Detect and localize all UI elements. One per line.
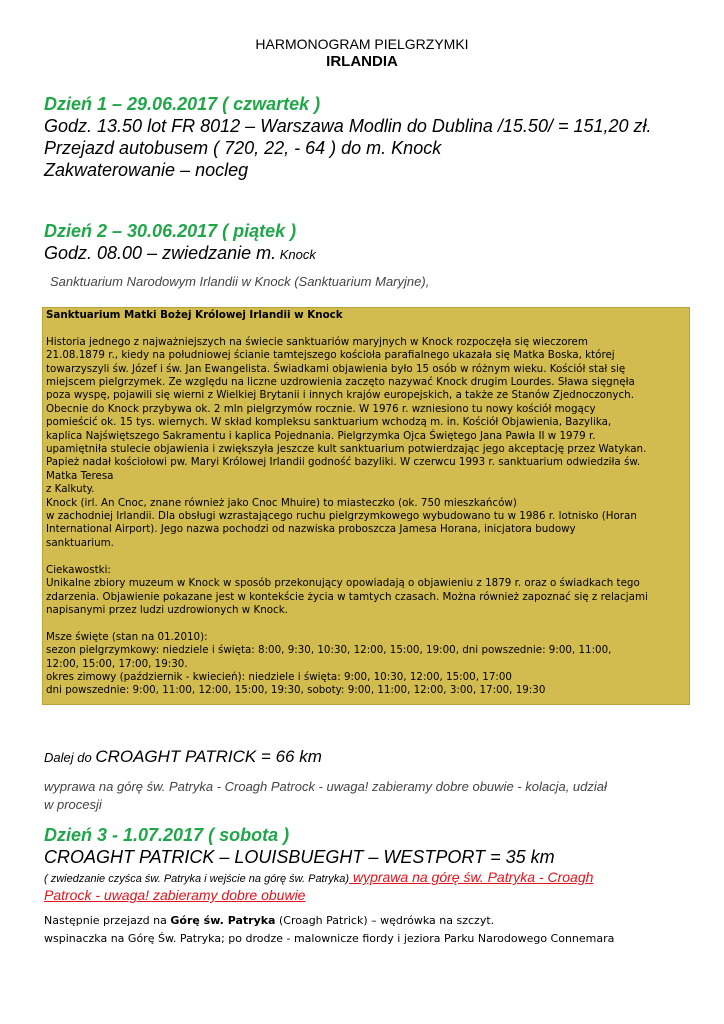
day3-climb: wspinaczka na Górę Św. Patryka; po drodze - malownicze fiordy i jeziora Parku Narodowego Connemara [44,932,615,945]
onward-destination: CROAGHT PATRICK = 66 km [95,747,322,766]
document-title: HARMONOGRAM PIELGRZYMKI [255,36,469,52]
history-line: towarzyszyli św. Józef i św. Jan Ewangelista. Świadkami objawienia było 15 osób w różnym wieku. Kościół stał się [46,362,626,375]
mass-schedule-line: okres zimowy (październik - kwiecień): niedziele i święta: 9:00, 10:30, 12:00, 15:00, 17:00 [46,670,512,683]
mass-schedule [46,631,686,698]
day2-time: Godz. 08.00 – zwiedzanie m. [44,243,277,263]
day2-sightseeing [44,243,316,264]
history-line: Matka Teresa [46,469,114,482]
day3-heading: Dzień 3 - 1.07.2017 ( sobota ) [44,825,290,845]
day3-note-small: ( zwiedzanie czyśca św. Patryka i wejście na górę św. Patryka) [44,873,350,885]
mass-schedule-line: 12:00, 15:00, 17:00, 19:30. [46,657,188,670]
mass-schedule-line: dni powszednie: 9:00, 11:00, 12:00, 15:00, 19:30, soboty: 9:00, 11:00, 12:00, 3:00, 17:00, 19:30 [46,684,546,697]
trivia-line: Unikalne zbiory muzeum w Knock w sposób przekonujący opowiadają o objawieniu z 1879 r. oraz o świadkach tego [46,577,640,590]
day2-place: Knock [276,247,316,262]
onward-line [44,747,322,767]
history-line: w zachodniej Irlandii. Dla obsługi wzrastającego ruchu pielgrzymkowego wybudowano tu w 1986 r. lotnisko (Horan [46,510,637,523]
history-line: Obecnie do Knock przybywa ok. 2 mln pielgrzymów rocznie. W 1976 r. wzniesiono tu nowy kościół mogący [46,402,596,415]
history-line: sanktuarium. [46,536,114,549]
history-line: 21.08.1879 r., kiedy na południowej ścianie tamtejszego kościoła parafialnego ukazała się Matka Boska, której [46,349,615,362]
day1-accommodation: Zakwaterowanie – nocleg [44,160,249,180]
trivia-line: zdarzenia. Objawienie pokazane jest w kontekście życia w tamtych czasach. Można również zapoznać się z relacjami [46,590,648,603]
day3-note-red-1: wyprawa na górę św. Patryka - Croagh [349,869,594,885]
history-line: miejscem pielgrzymek. Ze względu na liczne uzdrowienia zaczęto nazywać Knock drugim Lourdes. Sława sięgnęła [46,376,635,389]
day3-note-line2 [44,887,305,905]
day3-next-b: (Croagh Patrick) – wędrówka na szczyt. [275,914,495,927]
day1-bus: Przejazd autobusem ( 720, 22, - 64 ) do m. Knock [44,138,442,158]
history-line: Knock (irl. An Cnoc, znane również jako Cnoc Mhuire) to miasteczko (ok. 750 mieszkańców) [46,496,517,509]
day3-next-bold: Górę św. Patryka [170,914,276,927]
day1-flight: Godz. 13.50 lot FR 8012 – Warszawa Modlin do Dublina /15.50/ = 151,20 zł. [44,116,652,136]
box-title: Sanktuarium Matki Bożej Królowej Irlandii w Knock [46,309,343,321]
mass-schedule-line: Msze święte (stan na 01.2010): [46,630,208,643]
history-line: kaplica Najświętszego Sakramentu i kaplica Pojednania. Pielgrzymka Ojca Świętego Jana Pawła II w 1979 r. [46,429,596,442]
history-line: upamiętniła stulecie objawienia i zwiększyła jeszcze kult sanktuarium potwierdzając jego akceptację przez Watykan. [46,443,647,456]
history-line: pomieścić ok. 15 tys. wiernych. W skład kompleksu sanktuarium wchodzą m. in. Kościół Objawienia, Bazylika, [46,416,612,429]
document-subtitle: IRLANDIA [326,53,398,70]
day1-heading: Dzień 1 – 29.06.2017 ( czwartek ) [44,94,321,114]
day3-route: CROAGHT PATRICK – LOUISBUEGHT – WESTPORT = 35 km [44,847,555,867]
day3-note-red-2: Patrock - uwaga! zabieramy dobre obuwie [44,887,306,903]
trivia-line: Ciekawostki: [46,563,111,576]
history-line: Historia jednego z najważniejszych na świecie sanktuariów maryjnych w Knock rozpoczęła się wieczorem [46,335,588,348]
history-line: z Kalkuty. [46,483,95,496]
history-line: Papież nadał kościołowi pw. Maryi Królowej Irlandii godność bazyliki. W czerwcu 1993 r. sanktuarium odwiedziła św. [46,456,641,469]
onward-description-2: w procesji [44,797,102,812]
mass-schedule-line: sezon pielgrzymkowy: niedziele i święta: 8:00, 9:30, 10:30, 12:00, 15:00, 19:00, dni powszednie: 9:00, 11:00, [46,644,612,657]
sanctuary-info-box [42,307,690,705]
history-line: poza wyspę, pojawili się wierni z Wielkiej Brytanii i innych krajów europejskich, a także ze Stanów Zjednoczonych. [46,389,634,402]
trivia-line: napisanymi przez ludzi uzdrowionych w Knock. [46,603,288,616]
day2-heading: Dzień 2 – 30.06.2017 ( piątek ) [44,221,297,241]
day3-next-a: Następnie przejazd na [44,914,171,927]
onward-description-1: wyprawa na górę św. Patryka - Croagh Patrock - uwaga! zabieramy dobre obuwie - kolacja, udział [44,779,607,794]
history-line: International Airport). Jego nazwa pochodzi od nazwiska proboszcza Jamesa Horana, inicjatora budowy [46,523,576,536]
history-text [46,336,686,551]
day2-sanctuary: Sanktuarium Narodowym Irlandii w Knock (Sanktuarium Maryjne), [50,274,430,289]
day3-next [44,914,494,927]
trivia-text [46,564,686,618]
onward-prefix: Dalej do [44,750,96,765]
day3-note-line1 [44,869,593,887]
